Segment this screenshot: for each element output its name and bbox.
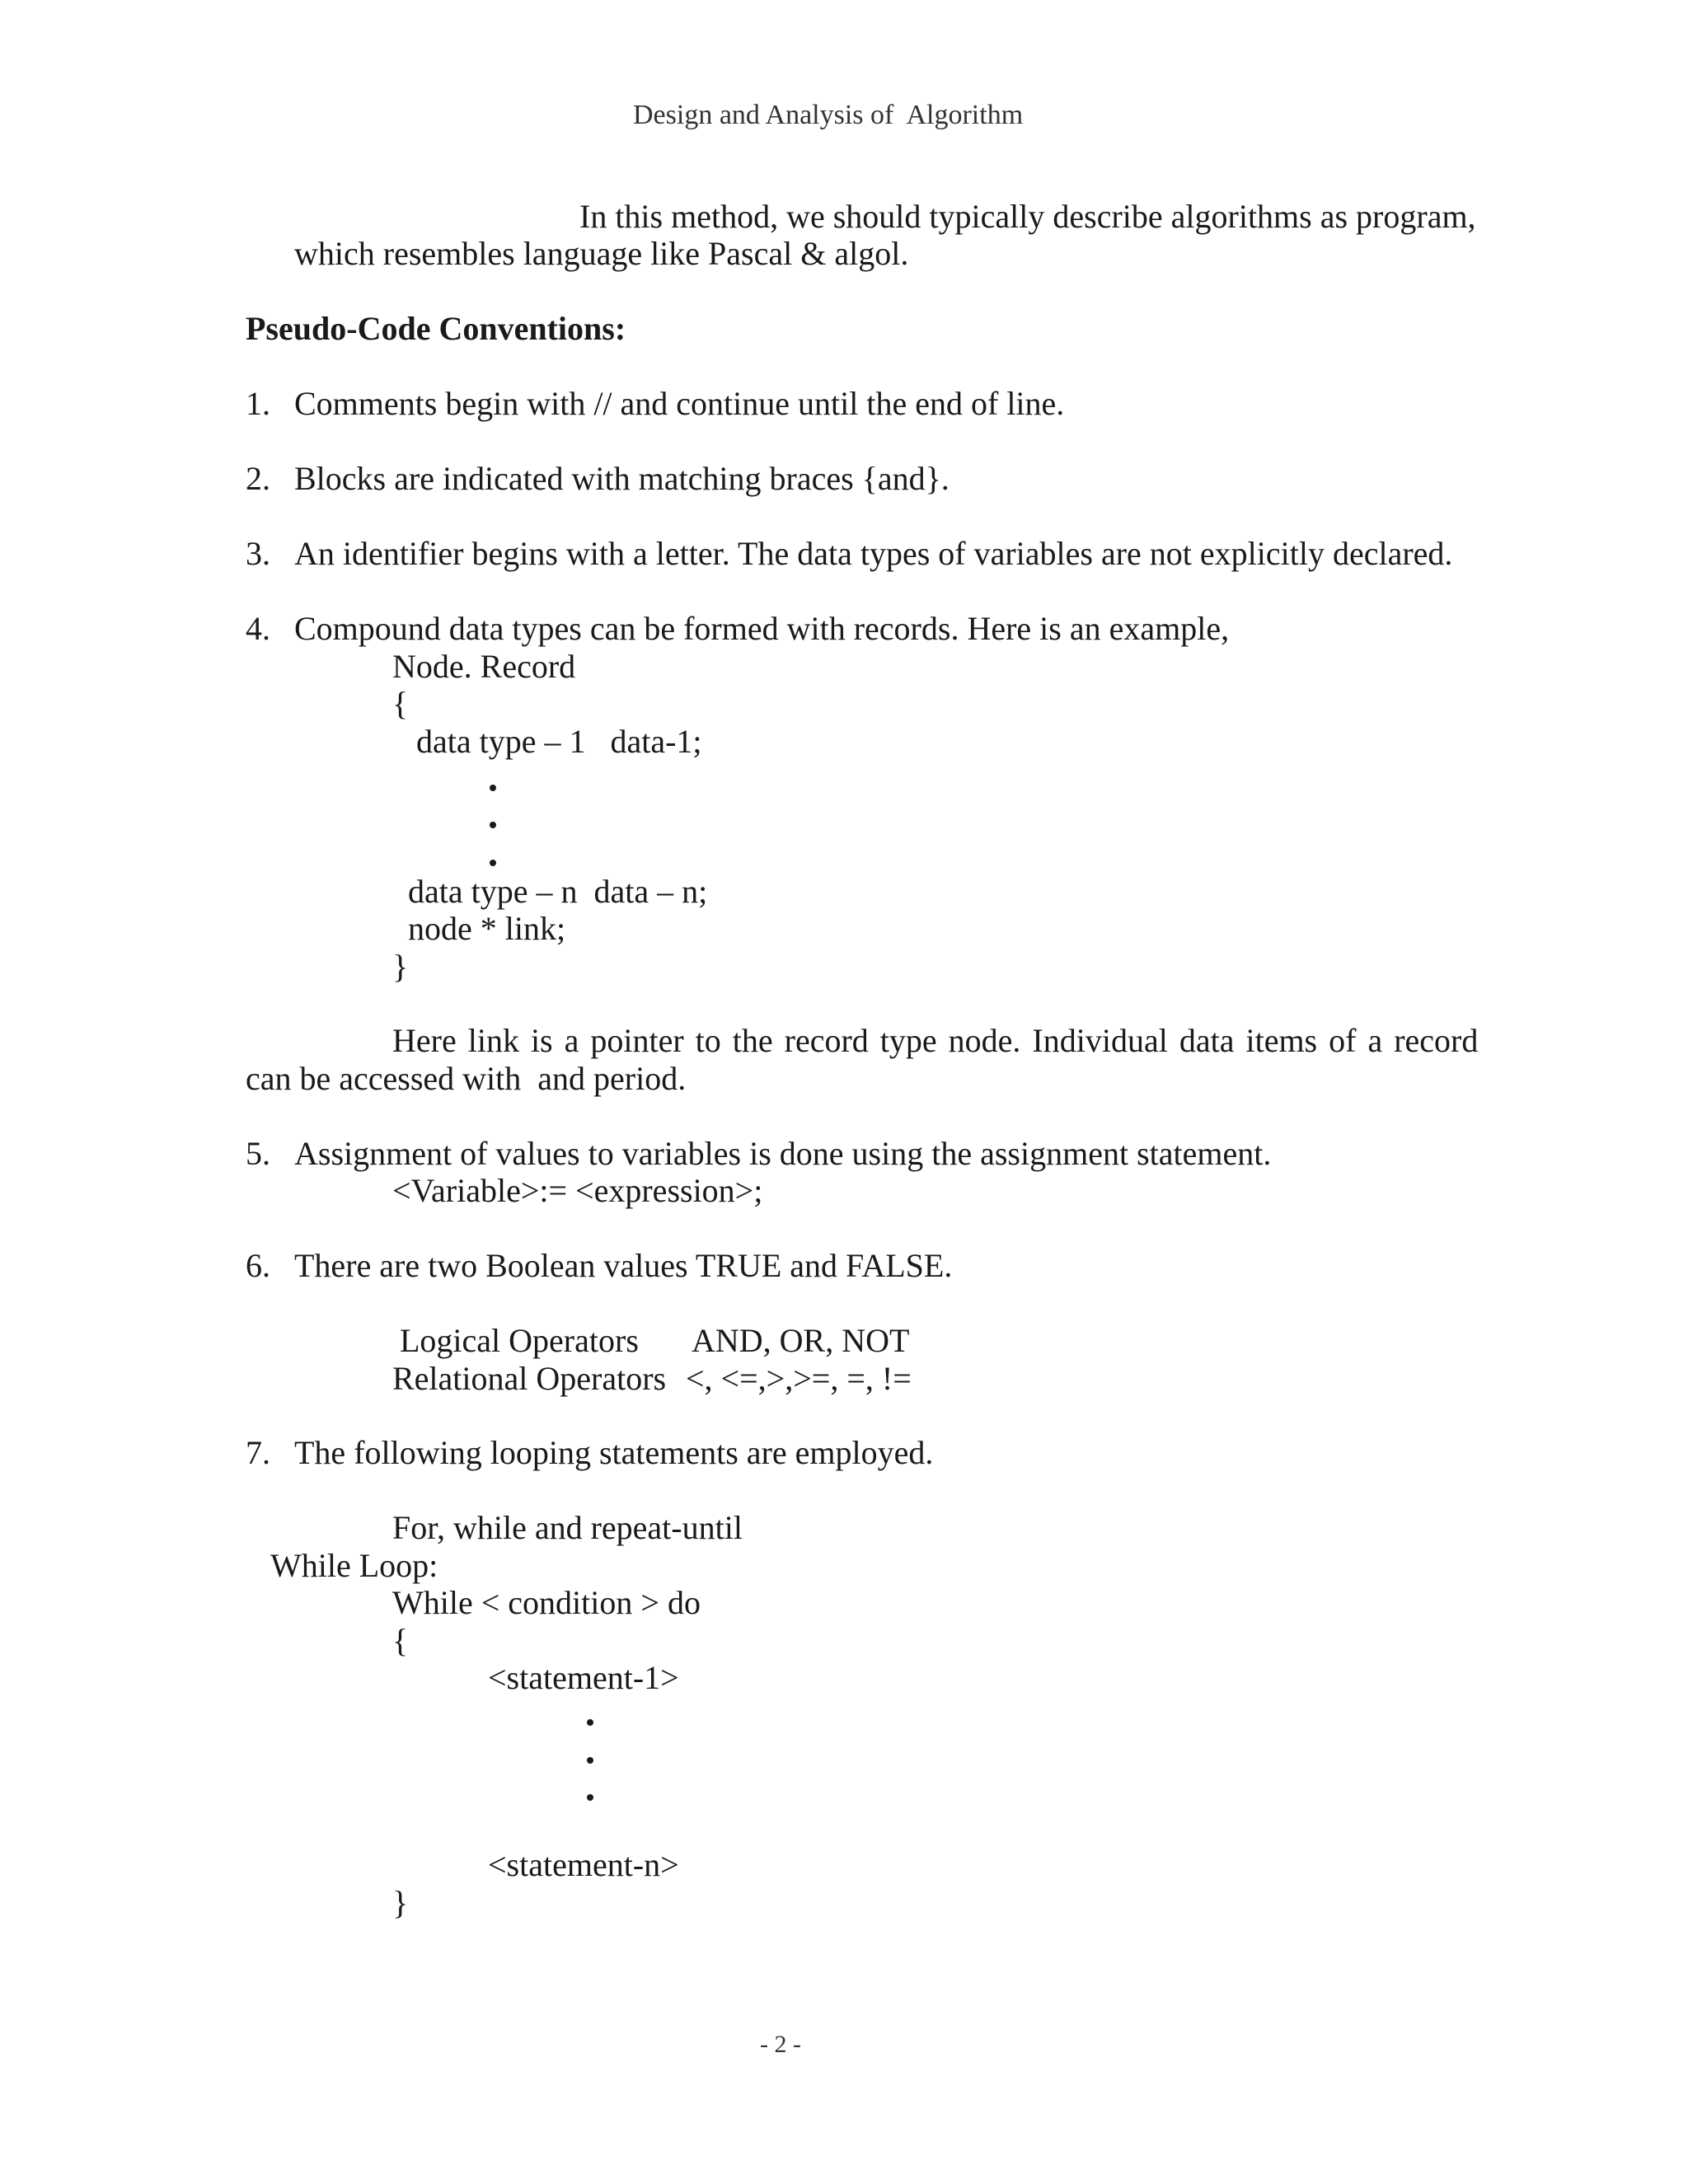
ellipsis-dot xyxy=(490,785,496,791)
item-number-1: 1. xyxy=(246,385,270,422)
record-note-line-1: Here link is a pointer to the record type node. Individual data items of a record xyxy=(392,1022,1479,1059)
item-text-5: Assignment of values to variables is done using the assignment statement. xyxy=(294,1135,1272,1172)
ellipsis-dot xyxy=(490,822,496,828)
item-text-4: Compound data types can be formed with records. Here is an example, xyxy=(294,610,1230,647)
intro-line-2: which resembles language like Pascal & algol. xyxy=(294,235,909,272)
item-number-4: 4. xyxy=(246,610,270,647)
item-text-2: Blocks are indicated with matching braces {and}. xyxy=(294,460,950,497)
while-head: While < condition > do xyxy=(392,1584,701,1621)
while-statement-1: <statement-1> xyxy=(488,1659,679,1696)
item-text-6: There are two Boolean values TRUE and FALSE. xyxy=(294,1247,953,1284)
item-number-5: 5. xyxy=(246,1135,270,1172)
page-number: - 2 - xyxy=(760,2031,801,2058)
intro-line-1: In this method, we should typically describe algorithms as program, xyxy=(579,198,1476,235)
record-close-brace: } xyxy=(392,948,409,985)
while-open-brace: { xyxy=(392,1622,409,1659)
while-close-brace: } xyxy=(392,1884,409,1921)
record-field-1: data type – 1 data-1; xyxy=(416,723,702,760)
item-text-7: The following looping statements are employed. xyxy=(294,1434,934,1471)
while-statement-n: <statement-n> xyxy=(488,1846,679,1883)
ellipsis-dot xyxy=(587,1719,593,1726)
running-header: Design and Analysis of Algorithm xyxy=(633,100,1024,130)
relational-operators-label: Relational Operators xyxy=(392,1360,667,1397)
record-field-n: data type – n data – n; xyxy=(408,873,708,910)
item-number-6: 6. xyxy=(246,1247,270,1284)
ellipsis-dot xyxy=(490,860,496,866)
while-loop-title: While Loop: xyxy=(270,1547,438,1584)
relational-operators-values: <, <=,>,>=, =, != xyxy=(686,1360,912,1397)
record-open-brace: { xyxy=(392,685,409,722)
ellipsis-dot xyxy=(587,1757,593,1764)
item-number-2: 2. xyxy=(246,460,270,497)
record-link-field: node * link; xyxy=(408,910,566,947)
item-text-3: An identifier begins with a letter. The data types of variables are not explicitly declared. xyxy=(294,535,1453,572)
loop-types: For, while and repeat-until xyxy=(392,1509,743,1546)
logical-operators-label: Logical Operators xyxy=(400,1322,639,1359)
item-text-1: Comments begin with // and continue until the end of line. xyxy=(294,385,1065,422)
assignment-example: <Variable>:= <expression>; xyxy=(392,1172,763,1209)
record-note-line-2: can be accessed with and period. xyxy=(246,1060,687,1097)
item-number-7: 7. xyxy=(246,1434,270,1471)
item-number-3: 3. xyxy=(246,535,270,572)
ellipsis-dot xyxy=(587,1794,593,1801)
record-head: Node. Record xyxy=(392,648,576,685)
logical-operators-values: AND, OR, NOT xyxy=(692,1322,910,1359)
section-title: Pseudo-Code Conventions: xyxy=(246,310,626,347)
